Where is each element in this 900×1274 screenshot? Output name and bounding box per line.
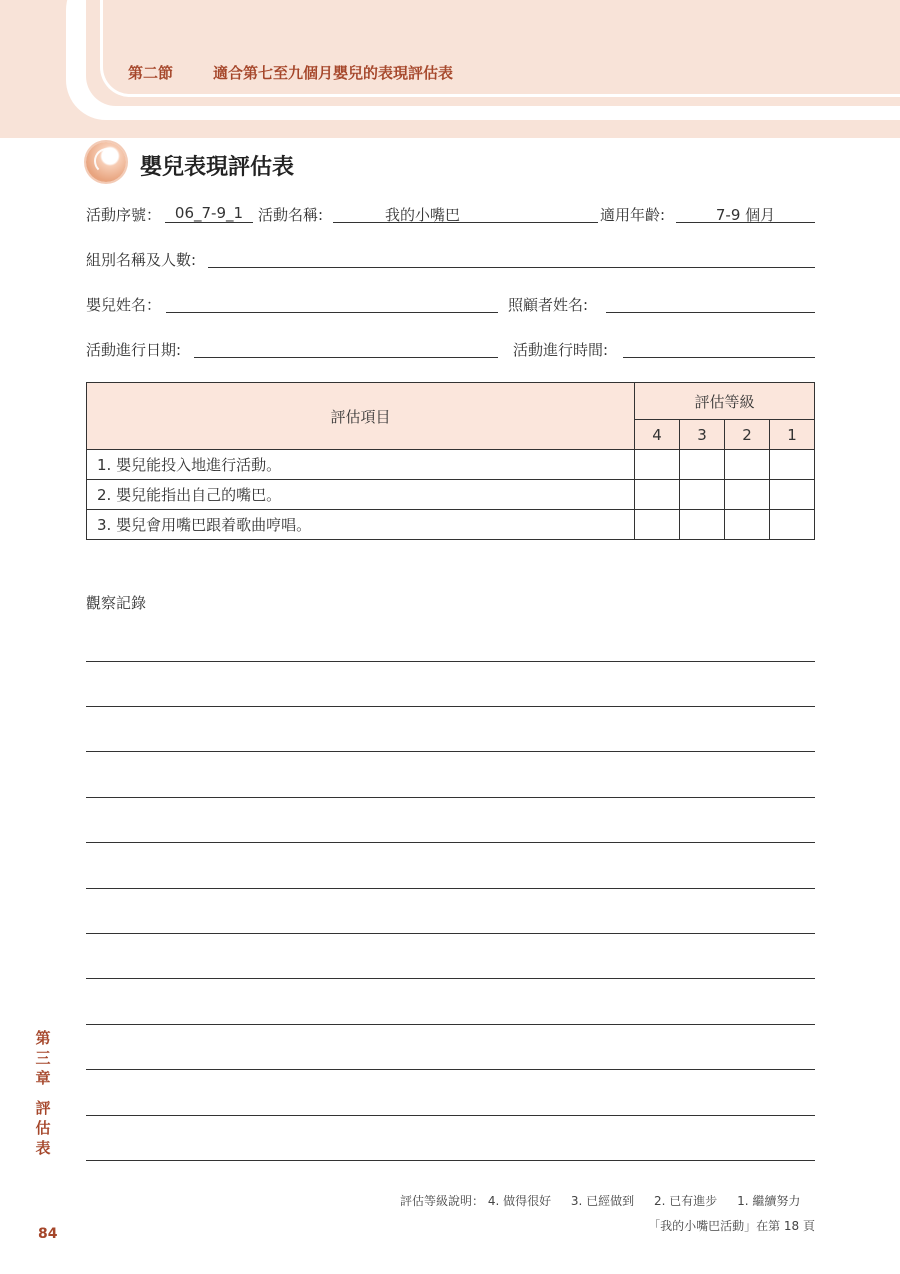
rating-cell[interactable] <box>635 450 680 480</box>
rating-cell[interactable] <box>680 510 725 540</box>
page-title: 嬰兒表現評估表 <box>140 155 295 180</box>
level-header: 評估等級 <box>635 383 815 420</box>
carer-name-label: 照顧者姓名: <box>508 296 589 314</box>
evaluation-table <box>86 382 815 540</box>
item-cell: 2. 嬰兒能指出自己的嘴巴。 <box>87 480 635 510</box>
rating-cell[interactable] <box>770 510 815 540</box>
item-header: 評估項目 <box>87 383 635 450</box>
activity-no-label: 活動序號： <box>86 206 162 224</box>
rating-cell[interactable] <box>770 480 815 510</box>
age-label: 適用年齡: <box>600 206 666 224</box>
legend-level-2: 2. 已有進步 <box>654 1194 718 1208</box>
item-cell: 3. 嬰兒會用嘴巴跟着歌曲哼唱。 <box>87 510 635 540</box>
observation-line[interactable] <box>86 751 815 752</box>
observation-line[interactable] <box>86 978 815 979</box>
table-row <box>87 510 815 540</box>
carer-name-field[interactable] <box>606 294 815 313</box>
side-char: 表 <box>35 1139 51 1157</box>
observation-line[interactable] <box>86 1160 815 1161</box>
table-row <box>87 450 815 480</box>
rating-cell[interactable] <box>635 510 680 540</box>
age-field[interactable]: 7-9 個月 <box>676 204 815 223</box>
side-tab-name <box>33 1098 53 1158</box>
rating-legend <box>400 1192 800 1209</box>
rating-cell[interactable] <box>680 450 725 480</box>
rating-cell[interactable] <box>725 510 770 540</box>
side-char: 章 <box>35 1069 51 1087</box>
level-1-header: 1 <box>770 420 815 450</box>
legend-level-1: 1. 繼續努力 <box>737 1194 801 1208</box>
observation-line[interactable] <box>86 797 815 798</box>
rating-cell[interactable] <box>680 480 725 510</box>
observation-line[interactable] <box>86 706 815 707</box>
activity-name-value: 我的小嘴巴 <box>385 206 461 224</box>
observation-line[interactable] <box>86 661 815 662</box>
date-field[interactable] <box>194 339 498 358</box>
side-char: 評 <box>35 1099 51 1117</box>
time-field[interactable] <box>623 339 815 358</box>
side-char: 第 <box>35 1029 51 1047</box>
legend-level-3: 3. 已經做到 <box>570 1194 635 1208</box>
group-field[interactable] <box>208 249 815 268</box>
time-label: 活動進行時間: <box>513 341 609 359</box>
section-title: 適合第七至九個月嬰兒的表現評估表 <box>213 64 454 82</box>
legend-level-4: 評估等級說明： 4. 做得很好 <box>400 1194 552 1208</box>
observation-line[interactable] <box>86 933 815 934</box>
page-reference: 「我的小嘴巴活動」在第 18 頁 <box>648 1219 815 1233</box>
activity-no-field[interactable]: 06_7-9_1 <box>165 204 253 223</box>
level-4-header: 4 <box>635 420 680 450</box>
observation-line[interactable] <box>86 842 815 843</box>
observation-line[interactable] <box>86 888 815 889</box>
activity-name-field[interactable] <box>333 204 598 223</box>
level-2-header: 2 <box>725 420 770 450</box>
side-char: 三 <box>35 1049 51 1067</box>
pearl-bullet-icon <box>86 142 126 182</box>
baby-name-label: 嬰兒姓名： <box>86 296 162 314</box>
observation-label: 觀察記錄 <box>86 594 147 612</box>
date-label: 活動進行日期: <box>86 341 182 359</box>
observation-line[interactable] <box>86 1069 815 1070</box>
observation-line[interactable] <box>86 1024 815 1025</box>
group-label: 組別名稱及人數: <box>86 251 197 269</box>
page-number: 84 <box>38 1226 58 1242</box>
section-number: 第二節 <box>128 64 174 82</box>
side-char: 估 <box>35 1119 51 1137</box>
item-cell: 1. 嬰兒能投入地進行活動。 <box>87 450 635 480</box>
baby-name-field[interactable] <box>166 294 498 313</box>
table-row <box>87 480 815 510</box>
rating-cell[interactable] <box>725 480 770 510</box>
rating-cell[interactable] <box>770 450 815 480</box>
rating-cell[interactable] <box>635 480 680 510</box>
level-3-header: 3 <box>680 420 725 450</box>
rating-cell[interactable] <box>725 450 770 480</box>
activity-name-label: 活動名稱: <box>258 206 324 224</box>
side-tab-chapter <box>33 1028 53 1088</box>
observation-line[interactable] <box>86 1115 815 1116</box>
